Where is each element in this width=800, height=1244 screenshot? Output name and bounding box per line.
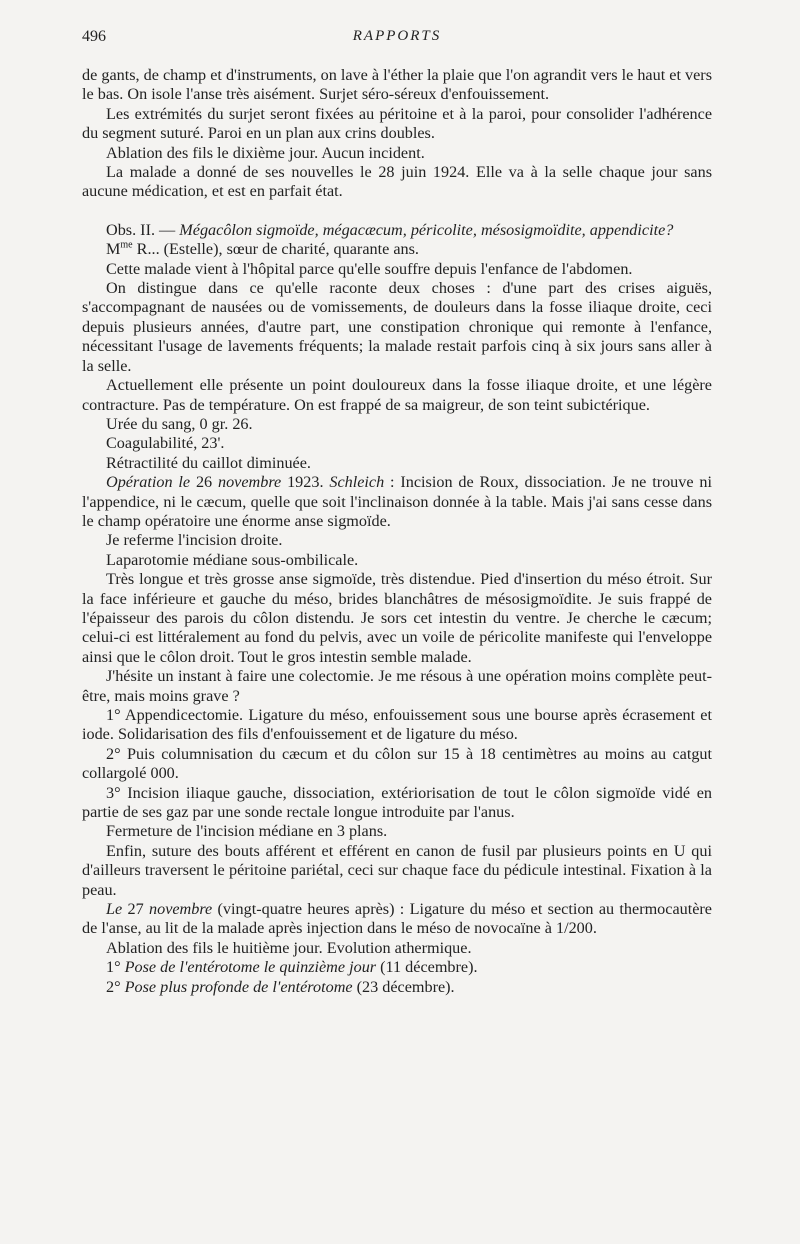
text-span: M [106,240,121,259]
text-span: (23 décembre). [352,977,455,996]
paragraph: 1° Appendicectomie. Ligature du méso, enfouissement sous une bourse après écrasement et iode. Solidarisation des fils d'enfouissement et de ligature du méso. [82,706,712,744]
italic-span: Pose de l'entérotome le quinzième jour [124,958,377,977]
text-span: 2° [106,977,125,996]
paragraph: Laparotomie médiane sous-ombilicale. [106,550,359,569]
running-head: RAPPORTS [352,28,442,44]
page-header [82,28,712,50]
body-text [82,66,712,997]
italic-span: Le [106,900,128,919]
paragraph: Je referme l'incision droite. [106,531,283,550]
italic-span: novembre [217,473,288,492]
paragraph [82,473,712,531]
paragraph: La malade a donné de ses nouvelles le 28 juin 1924. Elle va à la selle chaque jour sans aucune médication, et est en parfait état. [82,163,712,201]
section-gap [82,202,712,221]
text-span: R... (Estelle), sœur de charité, quarante ans. [132,240,419,259]
paragraph: Coagulabilité, 23'. [106,434,225,453]
paragraph [82,978,712,997]
paragraph: Fermeture de l'incision médiane en 3 plans. [106,822,388,841]
paragraph: Rétractilité du caillot diminuée. [106,453,311,472]
paragraph: Enfin, suture des bouts afférent et efférent en canon de fusil par plusieurs points en U qui d'ailleurs traversent le péritoine pariétal, ceci sur chaque face du pédicule intestinal. Fixation à la peau. [82,841,712,899]
superscript: me [120,239,133,251]
paragraph: 3° Incision iliaque gauche, dissociation, extériorisation de tout le côlon sigmoïde vidé en partie de ses gaz par une sonde rectale longue introduite par l'anus. [82,783,712,822]
paragraph: Actuellement elle présente un point douloureux dans la fosse iliaque droite, et une légère contracture. Pas de température. On est frappé de sa maigreur, de son teint subictérique. [82,376,712,414]
paragraph [82,958,712,977]
paragraph: Ablation des fils le huitième jour. Evolution athermique. [106,938,472,957]
paragraph: Les extrémités du surjet seront fixées au péritoine et à la paroi, pour consolider l'adhérence du segment suturé. Paroi en un plan aux crins doubles. [82,104,712,143]
observation-heading [82,221,712,240]
paragraph: Très longue et très grosse anse sigmoïde, très distendue. Pied d'insertion du méso étroit. Sur la face inférieure et gauche du méso, brides blanchâtres de mésosigmoïdite. Je suis frappé de l'épaisseur des parois du côlon distendu. Je sors cet intestin du ventre. Je cherche le cæcum; celui-ci est littéralement au fond du pelvis, avec un voile de péricolite manifeste qui l'enveloppe ainsi que le côlon droit. Tout le gros intestin semble malade. [82,570,712,666]
text-span: 1° [106,958,125,977]
observation-label: Obs. II. — [106,220,180,239]
paragraph [82,240,712,259]
italic-span: Opération le [106,473,196,492]
page-number: 496 [82,28,106,45]
paragraph: de gants, de champ et d'instruments, on lave à l'éther la plaie que l'on agrandit vers le haut et vers le bas. On isole l'anse très aisément. Surjet séro-séreux d'enfouissement. [82,66,712,104]
paragraph: Cette malade vient à l'hôpital parce qu'elle souffre depuis l'enfance de l'abdomen. [106,259,633,278]
text-span: (vingt-quatre heures après) : Ligature du méso et section au thermocautère de l'anse, au lit de la malade après injection dans le méso de novocaïne à 1/200. [82,900,712,938]
text-span: 26 [195,473,218,492]
observation-title: Mégacôlon sigmoïde, mégacæcum, péricolite, mésosigmoïdite, appendicite? [179,220,674,239]
paragraph: 2° Puis columnisation du cæcum et du côlon sur 15 à 18 centimètres au moins au catgut collargolé 000. [82,744,712,783]
paragraph: J'hésite un instant à faire une colectomie. Je me résous à une opération moins complète peut-être, mais moins grave ? [82,667,712,705]
paragraph: Urée du sang, 0 gr. 26. [106,414,253,433]
italic-span: Pose plus profonde de l'entérotome [124,977,353,996]
text-span: : Incision de Roux, dissociation. Je ne trouve ni l'appendice, ni le cæcum, quelle que soit l'inclinaison donnée à la table. Mais j'ai sans cesse dans le champ opératoire une énorme anse sigmoïde. [82,473,713,530]
text-span: 27 [127,900,149,919]
italic-span: novembre [149,900,213,919]
paragraph: Ablation des fils le dixième jour. Aucun incident. [106,143,425,162]
text-span: 1923. [287,473,330,492]
italic-span: Schleich [329,473,385,492]
paragraph: On distingue dans ce qu'elle raconte deux choses : d'une part des crises aiguës, s'accompagnant de nausées ou de vomissements, de douleurs dans la fosse iliaque droite, ceci depuis plusieurs années, d'autre part, une constipation chronique qui remonte à l'enfance, nécessitant l'usage de lavements fréquents; la malade restait parfois cinq à six jours sans aller à la selle. [82,279,712,375]
text-span: (11 décembre). [376,958,478,977]
paragraph [82,900,712,939]
